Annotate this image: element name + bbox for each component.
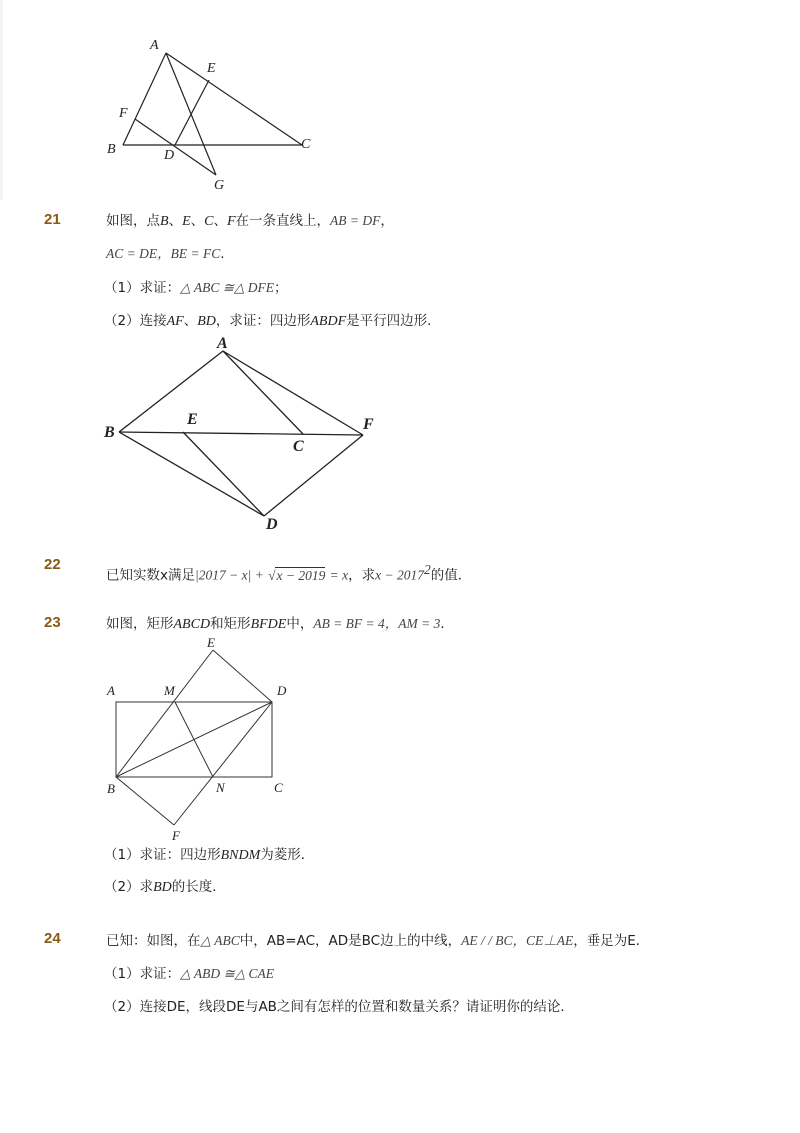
question-number-23: 23	[44, 614, 61, 631]
q23-quad-bndm: BNDM	[220, 848, 261, 863]
q22-statement	[106, 560, 471, 586]
segment-bf	[119, 432, 363, 435]
q21-math: AB = DF	[330, 213, 381, 228]
segment-mn	[175, 702, 213, 777]
segment-af	[223, 351, 363, 435]
label-f: F	[119, 106, 128, 121]
q22-sqrt	[268, 566, 325, 586]
q21-text: ；	[274, 280, 288, 296]
q23-text: 为菱形．	[260, 847, 315, 863]
q21-part1-label: （1）求证：	[104, 280, 181, 296]
label-a: A	[150, 38, 159, 53]
q23-math: AB = BF = 4，AM = 3	[313, 616, 441, 631]
q23-seg-bd: BD	[153, 880, 172, 895]
label-e: E	[207, 61, 216, 76]
q24-text: ，垂足为E．	[573, 933, 650, 949]
segment-ac	[166, 53, 302, 145]
label-e: E	[207, 635, 215, 650]
label-m: M	[164, 683, 175, 698]
q23-part2	[104, 877, 226, 898]
segment-fg	[135, 119, 216, 175]
figure-q23-rectangles	[100, 633, 320, 845]
q23-text: 的长度．	[171, 879, 226, 895]
segment-ed	[213, 650, 272, 702]
segment-bf	[116, 777, 174, 825]
q21-point-b: B	[160, 214, 169, 229]
question-number-22: 22	[44, 556, 61, 573]
q22-text: 已知实数x满足	[106, 567, 195, 584]
label-f: F	[363, 416, 374, 433]
q24-math-parallel: AE / / BC，CE⊥AE	[461, 933, 574, 948]
segment-be	[116, 650, 213, 777]
q21-math: AC = DE，BE = FC	[106, 246, 221, 261]
q23-text: 中，	[286, 616, 314, 632]
segment-df	[264, 435, 363, 516]
q24-text: 已知：如图，在	[106, 933, 201, 949]
q24-part1	[104, 964, 274, 984]
q22-math-abs: |2017 − x| +	[195, 567, 264, 583]
label-b: B	[107, 142, 116, 157]
q21-part2	[104, 311, 441, 332]
segment-bd	[119, 432, 264, 516]
q23-part1-label: （1）求证：四边形	[104, 847, 221, 863]
q21-text: ，求证：四边形	[215, 313, 311, 329]
q21-text: .	[220, 246, 225, 262]
q23-text: ．	[440, 616, 454, 632]
question-number-21: 21	[44, 211, 61, 228]
q23-part2-label: （2）求	[104, 879, 154, 895]
q21-statement-line1	[106, 211, 394, 232]
q22-exponent: 2	[423, 562, 431, 577]
q21-seg-af: AF	[166, 314, 184, 329]
sqrt-sign-icon: √	[268, 567, 276, 583]
segment-ed	[175, 80, 209, 145]
q21-quad-abdf: ABDF	[310, 314, 347, 329]
label-f: F	[172, 828, 180, 843]
q24-part1-label: （1）求证：	[104, 966, 181, 982]
label-c: C	[301, 137, 311, 152]
label-d: D	[164, 148, 175, 163]
label-b: B	[107, 781, 115, 796]
q22-math-expr: x − 2017	[375, 567, 424, 583]
segment-fd	[174, 702, 272, 825]
segment-ab	[119, 351, 223, 432]
label-a: A	[107, 683, 115, 698]
label-d: D	[277, 683, 287, 698]
question-number-24: 24	[44, 930, 61, 947]
segment-ab	[123, 53, 166, 145]
q23-rect-bfde: BFDE	[250, 617, 287, 632]
q23-text: 如图，矩形	[106, 616, 174, 632]
figure-q21-parallelogram	[100, 333, 390, 533]
q21-text: 在一条直线上，	[235, 213, 331, 229]
q21-point-e: E	[182, 214, 191, 229]
q21-statement-line2	[106, 244, 225, 264]
q21-part1-math: △ ABC ≅△ DFE	[180, 280, 275, 295]
q24-statement	[106, 931, 649, 951]
label-d: D	[266, 516, 278, 533]
q24-part2-text: （2）连接DE，线段DE与AB之间有怎样的位置和数量关系？请证明你的结论．	[104, 999, 574, 1015]
q23-rect-abcd: ABCD	[173, 617, 211, 632]
q24-math-triangle: △ ABC	[200, 933, 240, 948]
q24-part1-math: △ ABD ≅△ CAE	[180, 966, 275, 981]
q21-point-c: C	[204, 214, 214, 229]
q21-sep: 、	[168, 213, 183, 229]
q21-text: ，	[380, 213, 394, 229]
label-b: B	[104, 424, 115, 441]
label-c: C	[293, 438, 304, 455]
q23-statement	[106, 614, 454, 635]
label-a: A	[217, 335, 228, 352]
label-e: E	[187, 411, 198, 428]
q21-point-f: F	[226, 214, 236, 229]
left-margin-bar	[0, 0, 3, 200]
q22-text: ，求	[348, 567, 376, 584]
q24-text: 中，AB=AC，AD是BC边上的中线，	[239, 933, 462, 949]
q21-seg-bd: BD	[197, 314, 216, 329]
q24-part2	[104, 997, 574, 1017]
q23-text: 和矩形	[210, 616, 251, 632]
q21-sep: 、	[183, 313, 198, 329]
q21-sep: 、	[190, 213, 205, 229]
q21-text: 是平行四边形．	[346, 313, 441, 329]
segment-ed	[183, 432, 264, 516]
q22-text: 的值．	[430, 567, 472, 584]
label-g: G	[214, 178, 225, 193]
q21-part1	[104, 278, 288, 298]
q22-radicand: x − 2019	[276, 567, 326, 583]
q21-part2-label: （2）连接	[104, 313, 167, 329]
figure-triangle-abc-efdg	[100, 35, 330, 195]
label-n: N	[216, 780, 225, 795]
q23-part1	[104, 845, 314, 866]
label-c: C	[274, 780, 283, 795]
q21-sep: 、	[213, 213, 227, 229]
q22-math-eq: = x	[329, 567, 349, 583]
q21-text: 如图，点	[106, 213, 160, 229]
